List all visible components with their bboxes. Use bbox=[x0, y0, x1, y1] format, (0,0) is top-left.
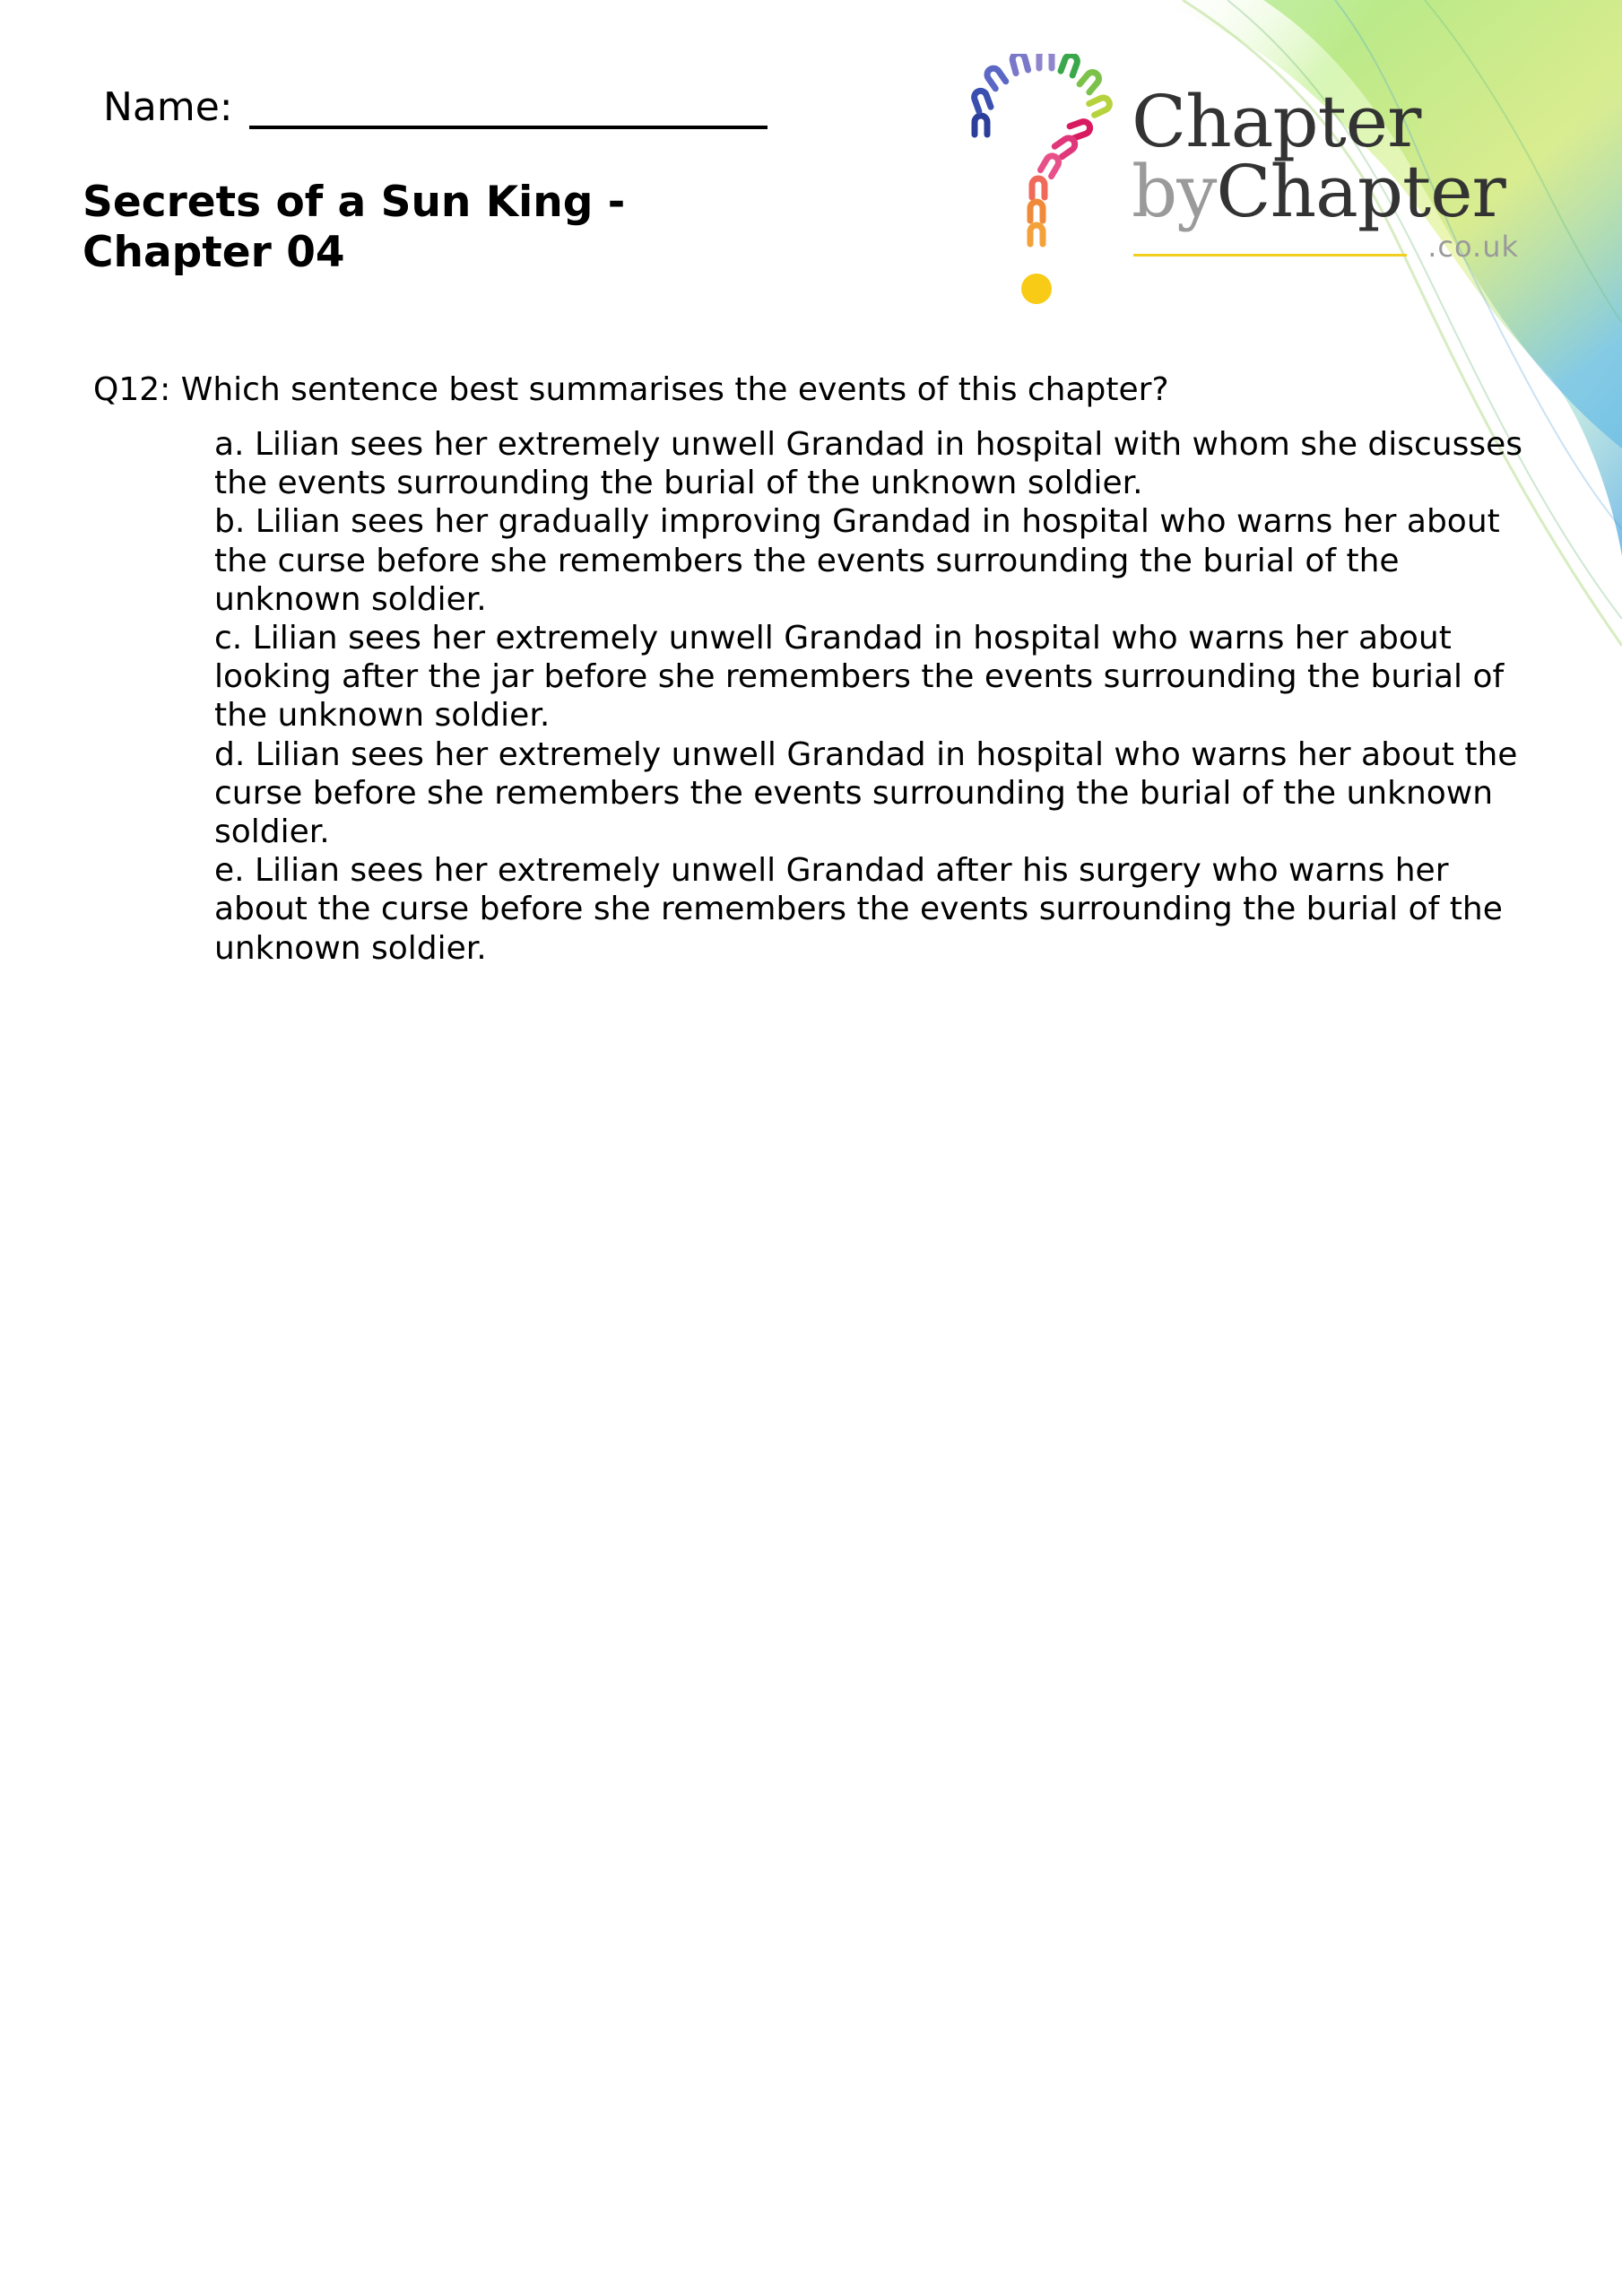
question-mark-of-books-icon bbox=[964, 54, 1116, 309]
question-text: Q12: Which sentence best summarises the events of this chapter? bbox=[93, 371, 1169, 408]
name-blank-line[interactable] bbox=[249, 126, 768, 129]
logo-line-2-rest: Chapter bbox=[1216, 150, 1505, 233]
logo-line-2 bbox=[1132, 150, 1535, 233]
answer-option-a[interactable]: a. Lilian sees her extremely unwell Grandad in hospital with whom she discusses the events surrounding the burial of the unknown soldier. bbox=[214, 426, 1523, 502]
title-line-1: Secrets of a Sun King - bbox=[82, 178, 626, 227]
worksheet-title bbox=[82, 178, 625, 278]
answer-option-e[interactable]: e. Lilian sees her extremely unwell Grandad after his surgery who warns her about the curse before she remembers the events surrounding the burial of the unknown soldier. bbox=[214, 852, 1503, 967]
name-label: Name: bbox=[103, 84, 233, 130]
name-field[interactable] bbox=[103, 84, 768, 130]
logo-domain: .co.uk bbox=[1427, 230, 1519, 264]
answer-options bbox=[214, 425, 1541, 968]
logo-wordmark bbox=[1132, 80, 1535, 264]
answer-option-c[interactable]: c. Lilian sees her extremely unwell Grandad in hospital who warns her about looking after the jar before she remembers the events surrounding the burial of the unknown soldier. bbox=[214, 620, 1505, 735]
answer-option-d[interactable]: d. Lilian sees her extremely unwell Grandad in hospital who warns her about the curse before she remembers the events surrounding the burial of the unknown soldier. bbox=[214, 735, 1518, 851]
logo-line-1: Chapter bbox=[1132, 80, 1421, 163]
logo-line-2-by: by bbox=[1132, 150, 1217, 233]
title-line-2: Chapter 04 bbox=[82, 228, 345, 277]
logo-underline bbox=[1133, 254, 1407, 257]
answer-option-b[interactable]: b. Lilian sees her gradually improving Grandad in hospital who warns her about the curse before she remembers the events surrounding the burial of the unknown soldier. bbox=[214, 503, 1500, 618]
